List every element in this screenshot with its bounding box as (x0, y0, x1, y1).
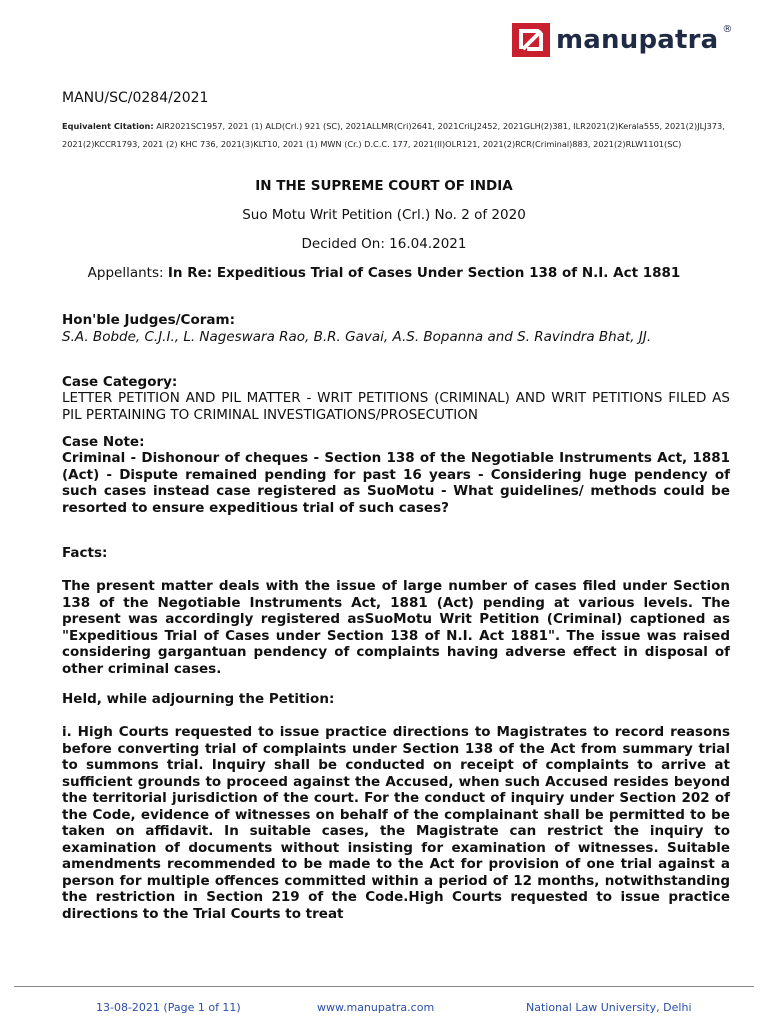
registered-mark: ® (722, 24, 733, 35)
document-id: MANU/SC/0284/2021 (62, 90, 209, 106)
footer-website-link[interactable]: www.manupatra.com (317, 1001, 435, 1014)
manupatra-logo (512, 22, 733, 58)
case-note-heading: Case Note: (62, 434, 145, 450)
appellants (62, 265, 706, 282)
citation-label: Equivalent Citation: (62, 121, 154, 131)
citation-text: AIR2021SC1957, 2021 (1) ALD(Crl.) 921 (SC), 2021ALLMR(Cri)2641, 2021CriLJ2452, 2021GLH(2)381, ILR2021(2)Kerala555, 2021(2)JLJ373, 2021(2)KCCR1793, 2021 (2) KHC 736, 2021(3)KLT10, 2021 (1) MWN (Cr.) D.C.C. 177, 2021(II)OLR121, 2021(2)RCR(Criminal)883, 2021(2)RLW1101(SC) (62, 121, 725, 149)
held-text: i. High Courts requested to issue practice directions to Magistrates to record reasons before converting trial of complaints under Section 138 of the Act from summary trial to summons trial. Inquiry shall be conducted on receipt of complaints to arrive at sufficient grounds to proceed against the Accused, when such Accused resides beyond the territorial jurisdiction of the court. For the conduct of inquiry under Section 202 of the Code, evidence of witnesses on behalf of the complainant shall be permitted to be taken on affidavit. In suitable cases, the Magistrate can restrict the inquiry to examination of documents without insisting for examination of witnesses. Suitable amendments recommended to be made to the Act for provision of one trial against a person for multiple offences committed within a period of 12 months, notwithstanding the restriction in Section 219 of the Code.High Courts requested to issue practice directions to the Trial Courts to treat (62, 724, 730, 922)
category-heading: Case Category: (62, 374, 178, 390)
facts-heading: Facts: (62, 545, 108, 561)
petition-number: Suo Motu Writ Petition (Crl.) No. 2 of 2020 (242, 207, 526, 223)
court-name: IN THE SUPREME COURT OF INDIA (255, 178, 513, 194)
held-heading: Held, while adjourning the Petition: (62, 691, 335, 707)
judges-text: S.A. Bobde, C.J.I., L. Nageswara Rao, B.R. Gavai, A.S. Bopanna and S. Ravindra Bhat, JJ. (62, 329, 652, 345)
footer-institution: National Law University, Delhi (526, 1001, 692, 1014)
facts-text: The present matter deals with the issue of large number of cases filed under Section 138 of the Negotiable Instruments Act, 1881 (Act) pending at various levels. The present was accordingly registered asSuoMotu Writ Petition (Criminal) captioned as "Expeditious Trial of Cases under Section 138 of N.I. Act 1881". The issue was raised considering gargantuan pendency of complaints having adverse effect in disposal of other criminal cases. (62, 578, 730, 677)
appellants-label: Appellants: (87, 265, 168, 281)
case-note-text: Criminal - Dishonour of cheques - Section 138 of the Negotiable Instruments Act, 1881 (Act) - Dispute remained pending for past 16 years - Considering huge pendency of such cases instead case registered as SuoMotu - What guidelines/ methods could be resorted to ensure expeditious trial of such cases? (62, 450, 730, 516)
manupatra-logo-icon (512, 23, 550, 57)
category-text: LETTER PETITION AND PIL MATTER - WRIT PETITIONS (CRIMINAL) AND WRIT PETITIONS FILED AS PIL PERTAINING TO CRIMINAL INVESTIGATIONS/PROSECUTION (62, 390, 730, 423)
footer-divider (14, 986, 754, 987)
judges-heading: Hon'ble Judges/Coram: (62, 312, 235, 328)
equivalent-citation (62, 117, 742, 153)
appellants-name: In Re: Expeditious Trial of Cases Under Section 138 of N.I. Act 1881 (167, 265, 681, 281)
logo-text: manupatra (556, 25, 719, 55)
footer-page-info: 13-08-2021 (Page 1 of 11) (96, 1001, 241, 1014)
decided-date: Decided On: 16.04.2021 (301, 236, 467, 252)
